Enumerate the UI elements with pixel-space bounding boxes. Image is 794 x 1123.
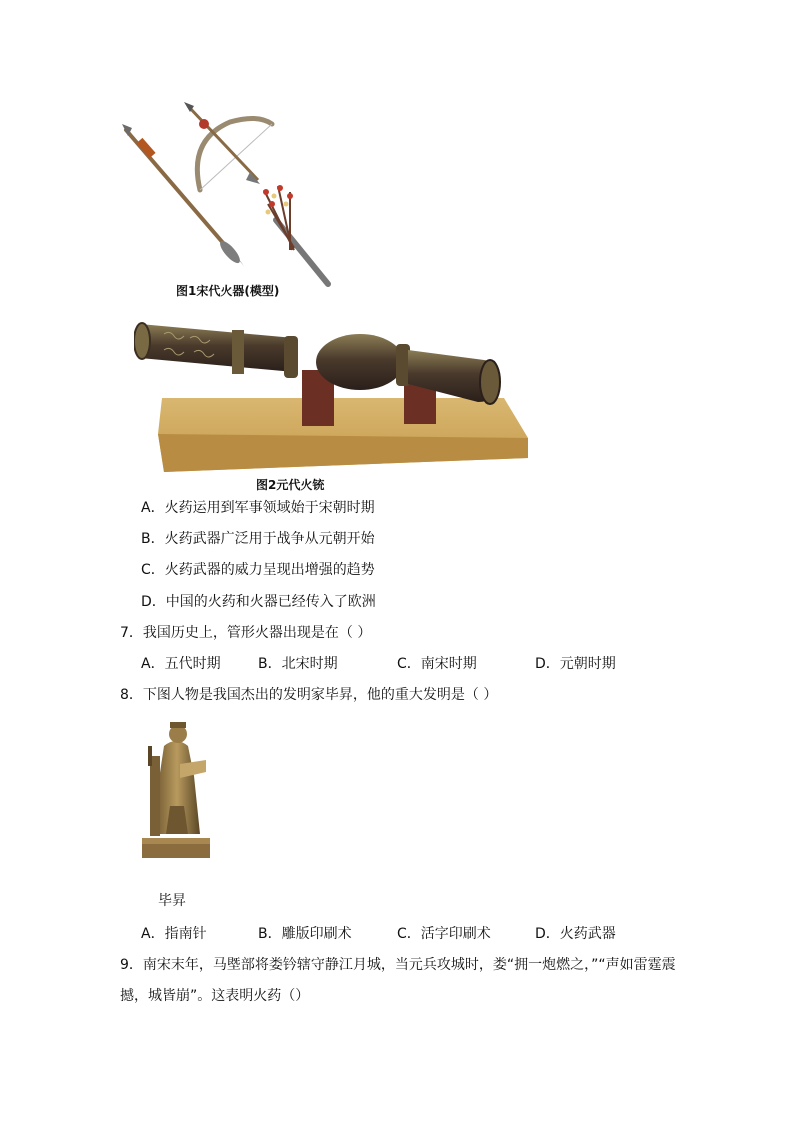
q9-stem-line-1: 9．南宋末年，马塈部将娄钤辖守静江月城，当元兵攻城时，娄“拥一炮燃之，”“声如雷霆震: [120, 957, 676, 973]
q7-stem: 7．我国历史上，管形火器出现是在（ ）: [120, 625, 372, 641]
figure-1-caption: 图1宋代火器(模型): [176, 284, 280, 298]
q6-option-d: D．中国的火药和火器已经传入了欧洲: [141, 594, 376, 610]
bi-sheng-caption: 毕昇: [158, 893, 186, 909]
figure-1-song-weapons: [118, 100, 338, 290]
q6-option-b: B．火药武器广泛用于战争从元朝开始: [141, 531, 375, 547]
figure-2-caption: 图2元代火铳: [256, 478, 325, 492]
q7-option-d: D．元朝时期: [535, 656, 616, 672]
figure-2-yuan-cannon: [134, 314, 530, 472]
q8-stem: 8．下图人物是我国杰出的发明家毕昇，他的重大发明是（ ）: [120, 687, 498, 703]
q8-option-b: B．雕版印刷术: [258, 926, 352, 942]
q6-option-c: C．火药武器的威力呈现出增强的趋势: [141, 562, 375, 578]
bi-sheng-statue-photo: [140, 716, 212, 860]
q8-option-c: C．活字印刷术: [397, 926, 491, 942]
q7-option-c: C．南宋时期: [397, 656, 477, 672]
yuan-cannon-photo: [134, 314, 530, 472]
q6-option-a: A．火药运用到军事领域始于宋朝时期: [141, 500, 375, 516]
q7-option-b: B．北宋时期: [258, 656, 338, 672]
song-weapons-illustration: [118, 100, 338, 290]
q8-option-a: A．指南针: [141, 926, 207, 942]
q8-option-d: D．火药武器: [535, 926, 616, 942]
bi-sheng-statue-illustration: [140, 716, 212, 860]
q9-stem-line-2: 撼，城皆崩”。这表明火药（）: [120, 988, 310, 1004]
q7-option-a: A．五代时期: [141, 656, 221, 672]
